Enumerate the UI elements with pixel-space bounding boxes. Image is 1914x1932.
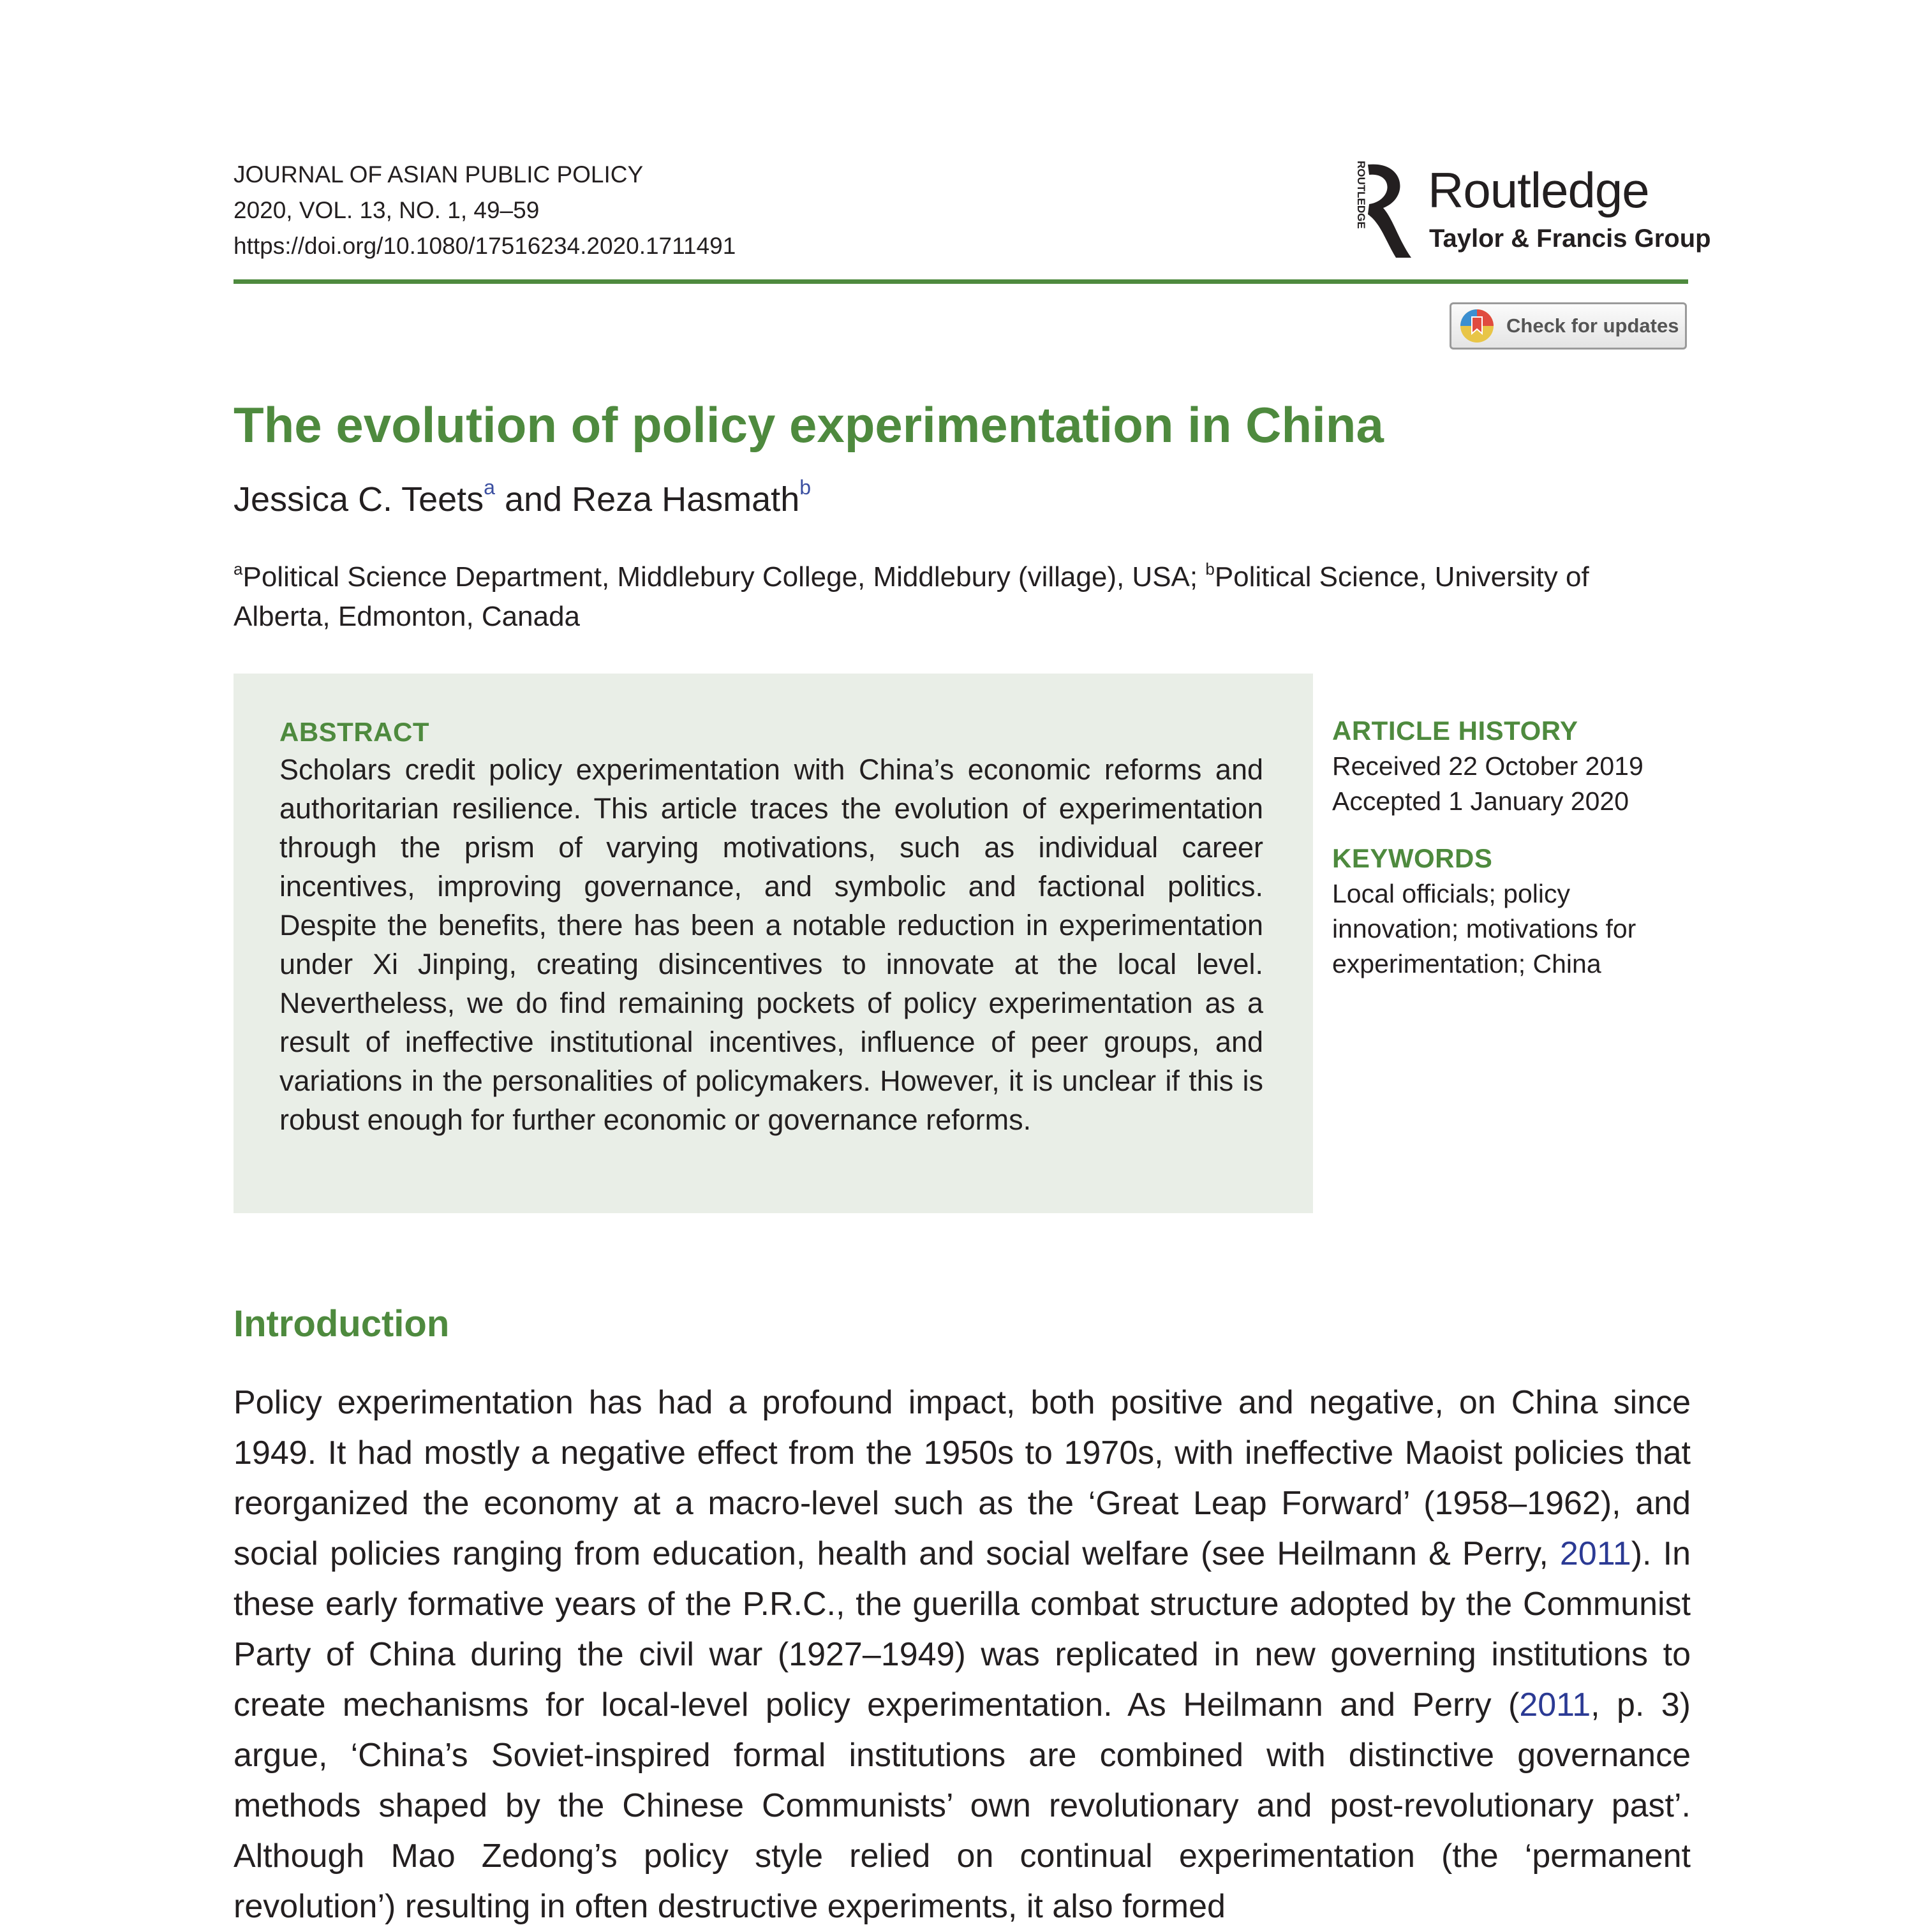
affiliation-text: Political Science, University of Alberta, Edmonton, Canada: [234, 561, 1589, 632]
introduction-heading: Introduction: [234, 1303, 450, 1345]
affiliation-marker: a: [484, 476, 495, 499]
affiliation-text: Political Science Department, Middlebury College, Middlebury (village), USA;: [242, 561, 1206, 593]
check-for-updates-label: Check for updates: [1506, 314, 1679, 337]
publisher-name: Routledge: [1428, 162, 1649, 218]
routledge-logo-icon: [1344, 158, 1414, 260]
article-history-heading: ARTICLE HISTORY: [1332, 716, 1578, 746]
affiliations: [234, 557, 1691, 637]
journal-volume: 2020, VOL. 13, NO. 1, 49–59: [234, 197, 540, 223]
paragraph-text: ). In these early formative years of the P.R.C., the guerilla combat structure adopted by the Communist Party of China during the civil war (1927–1949) was replicated in new governing institutions to create mechanisms for local-level policy experimentation. As Heilmann and Perry (: [234, 1535, 1691, 1723]
affiliation-marker: b: [1205, 559, 1215, 579]
crossmark-icon: [1459, 308, 1495, 344]
author-connector: and: [494, 480, 572, 519]
accepted-date: Accepted 1 January 2020: [1332, 786, 1629, 816]
article-sidebar: [1332, 713, 1689, 982]
logo-vertical-text: ROUTLEDGE: [1355, 161, 1367, 229]
introduction-paragraph: [234, 1378, 1691, 1932]
author-list: [234, 477, 811, 522]
journal-doi-link[interactable]: https://doi.org/10.1080/17516234.2020.1711491: [234, 233, 736, 259]
affiliation-marker: b: [799, 476, 812, 499]
abstract-heading: ABSTRACT: [279, 717, 429, 747]
paragraph-text: , p. 3) argue, ‘China’s Soviet-inspired formal institutions are combined with distinctive governance methods shaped by the Chinese Communists’ own revolutionary and post-revolutionary past’. Although Mao Zedong’s policy style relied on continual experimentation (the ‘permanent revolution’) resulting in often destructive experiments, it also formed: [234, 1686, 1691, 1925]
citation-link[interactable]: 2011: [1519, 1686, 1591, 1723]
citation-link[interactable]: 2011: [1559, 1535, 1631, 1572]
abstract-text: Scholars credit policy experimentation with China’s economic reforms and authoritarian resilience. This article traces the evolution of experimentation through the prism of varying motivations, such as individual career incentives, improving governance, and symbolic and factional politics. Despite the benefits, there has been a notable reduction in experimentation under Xi Jinping, creating disincentives to innovate at the local level. Nevertheless, we do find remaining pockets of policy experimentation as a result of ineffective institutional incentives, influence of peer groups, and variations in the personalities of policymakers. However, it is unclear if this is robust enough for further economic or governance reforms.: [279, 753, 1263, 1136]
author-name[interactable]: Jessica C. Teets: [234, 480, 484, 519]
journal-name: JOURNAL OF ASIAN PUBLIC POLICY: [234, 161, 644, 188]
paragraph-text: Policy experimentation has had a profound impact, both positive and negative, on China since 1949. It had mostly a negative effect from the 1950s to 1970s, with ineffective Maoist policies that reorganized the economy at a macro-level such as the ‘Great Leap Forward’ (1958–1962), and social policies ranging from education, health and social welfare (see Heilmann & Perry,: [234, 1384, 1691, 1572]
affiliation-marker: a: [234, 559, 243, 579]
author-name[interactable]: Reza Hasmath: [572, 480, 800, 519]
publisher-logo: [1344, 158, 1711, 260]
article-title: The evolution of policy experimentation in China: [234, 397, 1384, 453]
check-for-updates-button[interactable]: [1450, 302, 1687, 350]
keywords-text: Local officials; policy innovation; motivations for experimentation; China: [1332, 879, 1636, 978]
abstract-box: [234, 674, 1313, 1213]
journal-meta: [234, 157, 736, 264]
keywords-heading: KEYWORDS: [1332, 843, 1493, 873]
received-date: Received 22 October 2019: [1332, 751, 1643, 781]
header-divider: [234, 279, 1688, 284]
publisher-group: Taylor & Francis Group: [1429, 225, 1711, 253]
